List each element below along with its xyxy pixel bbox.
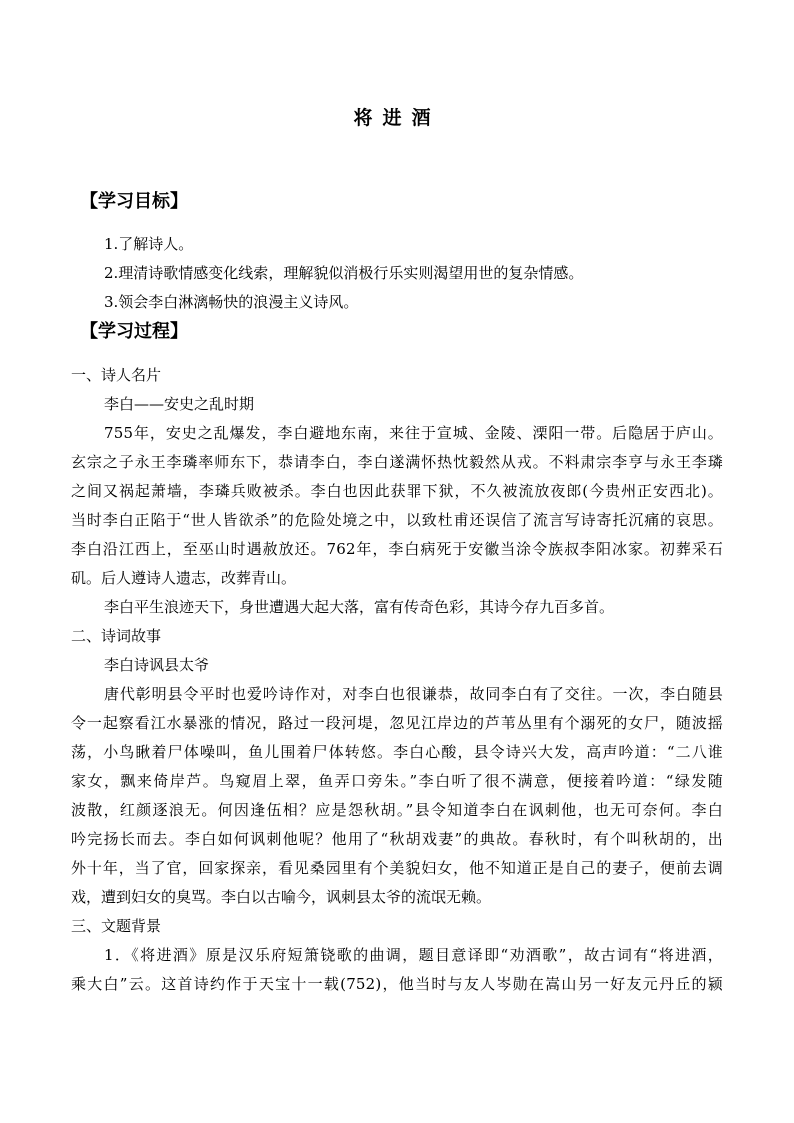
- paragraph-line: 755年，安史之乱爆发，李白避地东南，来往于宣城、金陵、溧阳一带。后隐居于庐山。: [104, 424, 723, 442]
- subheading: 李白诗讽县太爷: [104, 656, 210, 674]
- paragraph-line: 荡，小鸟瞅着尸体噪叫，鱼儿围着尸体转悠。李白心酸，县令诗兴大发，高声吟道：“二八谁: [71, 743, 723, 761]
- paragraph-line: 李白沿江西上，至巫山时遇赦放还。762年，李白病死于安徽当涂令族叔李阳冰家。初葬采石: [71, 540, 723, 558]
- paragraph-line: 玄宗之子永王李璘率师东下，恭请李白，李白遂满怀热忱毅然从戎。不料肃宗李亨与永王李璘: [71, 453, 723, 471]
- paragraph-line: 戏，遭到妇女的臭骂。李白以古喻今，讽刺县太爷的流氓无赖。: [71, 888, 492, 906]
- section-heading: 三、文题背景: [71, 917, 162, 935]
- goal-item: 3.领会李白淋漓畅快的浪漫主义诗风。: [104, 293, 359, 311]
- paragraph-line: 唐代彰明县令平时也爱吟诗作对，对李白也很谦恭，故同李白有了交往。一次，李白随县: [104, 685, 723, 703]
- section-heading: 一、诗人名片: [71, 366, 162, 384]
- paragraph-line: 矶。后人遵诗人遗志，改葬青山。: [71, 569, 297, 587]
- section-heading: 二、诗词故事: [71, 627, 162, 645]
- paragraph-line: 之间又祸起萧墙，李璘兵败被杀。李白也因此获罪下狱，不久被流放夜郎(今贵州正安西北)。: [71, 482, 723, 500]
- goal-item: 2.理清诗歌情感变化线索，理解貌似消极行乐实则渴望用世的复杂情感。: [104, 264, 584, 282]
- goals-heading: 【学习目标】: [80, 191, 188, 212]
- subheading: 李白——安史之乱时期: [104, 395, 255, 413]
- page-title: 将进酒: [353, 107, 441, 129]
- paragraph-line: 乘大白”云。这首诗约作于天宝十一载(752)，他当时与友人岑勋在嵩山另一好友元丹丘的颍: [71, 975, 723, 993]
- paragraph-line: 1．《将进酒》原是汉乐府短箫铙歌的曲调，题目意译即“劝酒歌”，故古词有“将进酒，: [104, 946, 723, 964]
- paragraph-line: 家女，飘来倚岸芦。鸟窥眉上翠，鱼弄口旁朱。”李白听了很不满意，便接着吟道：“绿发随: [71, 772, 723, 790]
- process-heading: 【学习过程】: [80, 321, 188, 342]
- paragraph-line: 当时李白正陷于“世人皆欲杀”的危险处境之中，以致杜甫还误信了流言写诗寄托沉痛的哀思。: [71, 511, 723, 529]
- paragraph-line: 李白平生浪迹天下，身世遭遇大起大落，富有传奇色彩，其诗今存九百多首。: [104, 598, 615, 616]
- goal-item: 1.了解诗人。: [104, 235, 194, 253]
- paragraph-line: 令一起察看江水暴涨的情况，路过一段河堤，忽见江岸边的芦苇丛里有个溺死的女尸，随波摇: [71, 714, 723, 732]
- paragraph-line: 吟完扬长而去。李白如何讽刺他呢？他用了“秋胡戏妻”的典故。春秋时，有个叫秋胡的，出: [71, 830, 723, 848]
- paragraph-line: 波散，红颜逐浪无。何因逢伍相？应是怨秋胡。”县令知道李白在讽刺他，也无可奈何。李白: [71, 801, 723, 819]
- paragraph-line: 外十年，当了官，回家探亲，看见桑园里有个美貌妇女，他不知道正是自己的妻子，便前去调: [71, 859, 723, 877]
